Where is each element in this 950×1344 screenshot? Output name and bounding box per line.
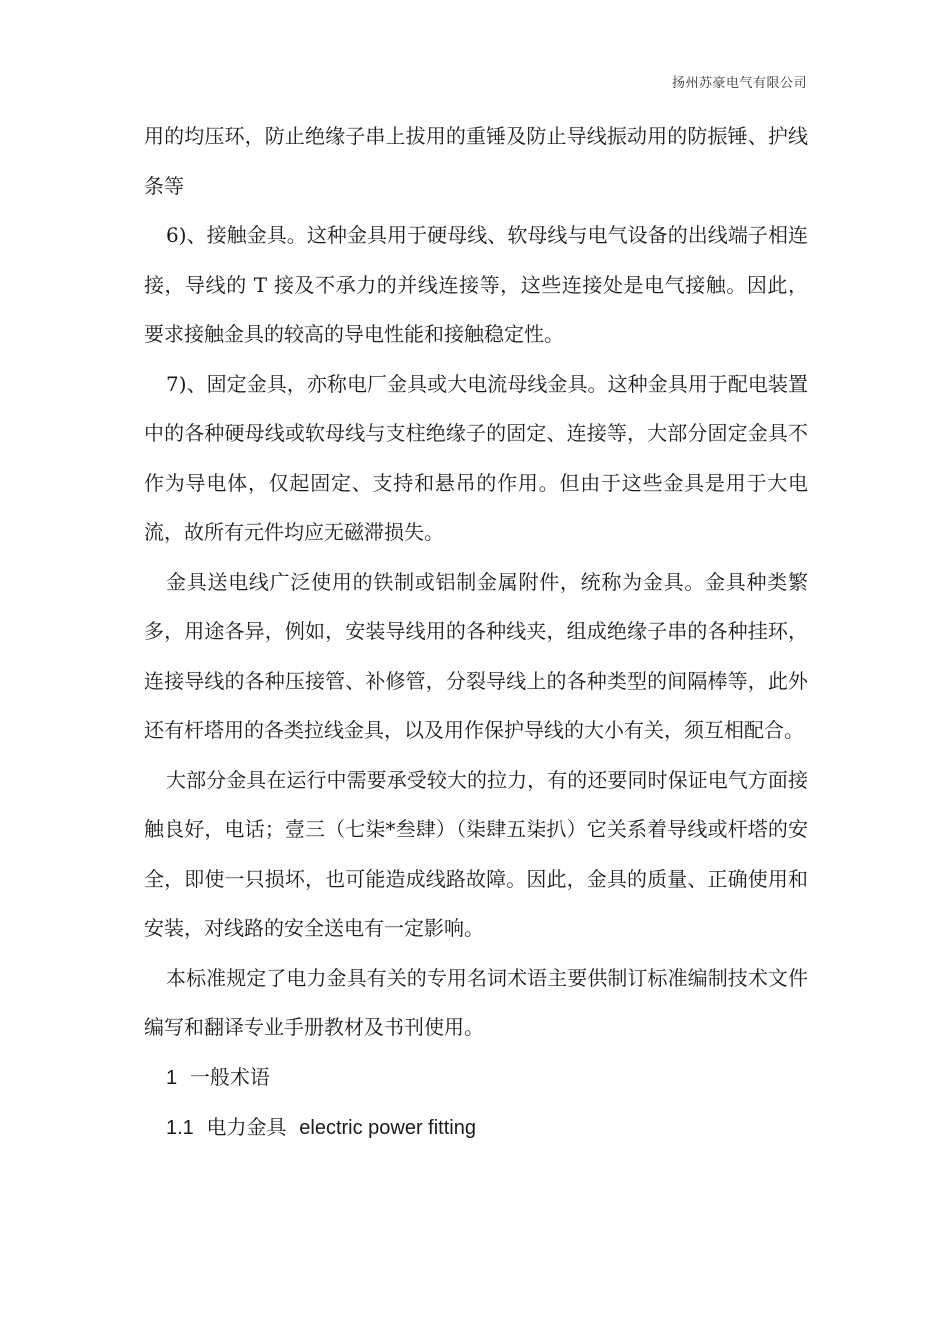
paragraph-1: 用的均压环，防止绝缘子串上拔用的重锤及防止导线振动用的防振锤、护线条等 (144, 124, 808, 198)
paragraph-5: 大部分金具在运行中需要承受较大的拉力，有的还要同时保证电气方面接触良好，电话；壹三（七柒*叁肆）（柒肆五柒扒）它关系着导线或杆塔的安全，即使一只损坏，也可能造成线路故障。因此，金具的质量、正确使用和安装，对线路的安全送电有一定影响。 (144, 767, 808, 940)
page-header-company: 扬州苏豪电气有限公司 (671, 76, 807, 91)
paragraph-3: 7)、固定金具，亦称电厂金具或大电流母线金具。这种金具用于配电装置中的各种硬母线或软母线与支柱绝缘子的固定、连接等，大部分固定金具不作为导电体，仅起固定、支持和悬吊的作用。但由于这些金具是用于大电流，故所有元件均应无磁滞损失。 (144, 371, 808, 544)
term-label: 一般术语 (189, 1064, 270, 1089)
term-heading-1 (144, 1053, 808, 1104)
paragraph-6: 本标准规定了电力金具有关的专用名词术语主要供制订标准编制技术文件编写和翻译专业手册教材及书刊使用。 (144, 965, 808, 1039)
term-english: electric power fitting (299, 1117, 476, 1139)
term-label: 电力金具 (206, 1115, 287, 1139)
term-heading-1-1 (144, 1103, 808, 1154)
paragraph-2: 6)、接触金具。这种金具用于硬母线、软母线与电气设备的出线端子相连接，导线的 T 接及不承力的并线连接等，这些连接处是电气接触。因此，要求接触金具的较高的导电性能和接触稳定性。 (144, 223, 808, 346)
document-body (144, 112, 808, 1154)
paragraph-4: 金具送电线广泛使用的铁制或铝制金属附件，统称为金具。金具种类繁多，用途各异，例如，安装导线用的各种线夹，组成绝缘子串的各种挂环，连接导线的各种压接管、补修管，分裂导线上的各种类型的间隔棒等，此外还有杆塔用的各类拉线金具，以及用作保护导线的大小有关，须互相配合。 (144, 569, 808, 742)
term-number: 1.1 (166, 1117, 194, 1139)
term-number: 1 (166, 1066, 178, 1089)
